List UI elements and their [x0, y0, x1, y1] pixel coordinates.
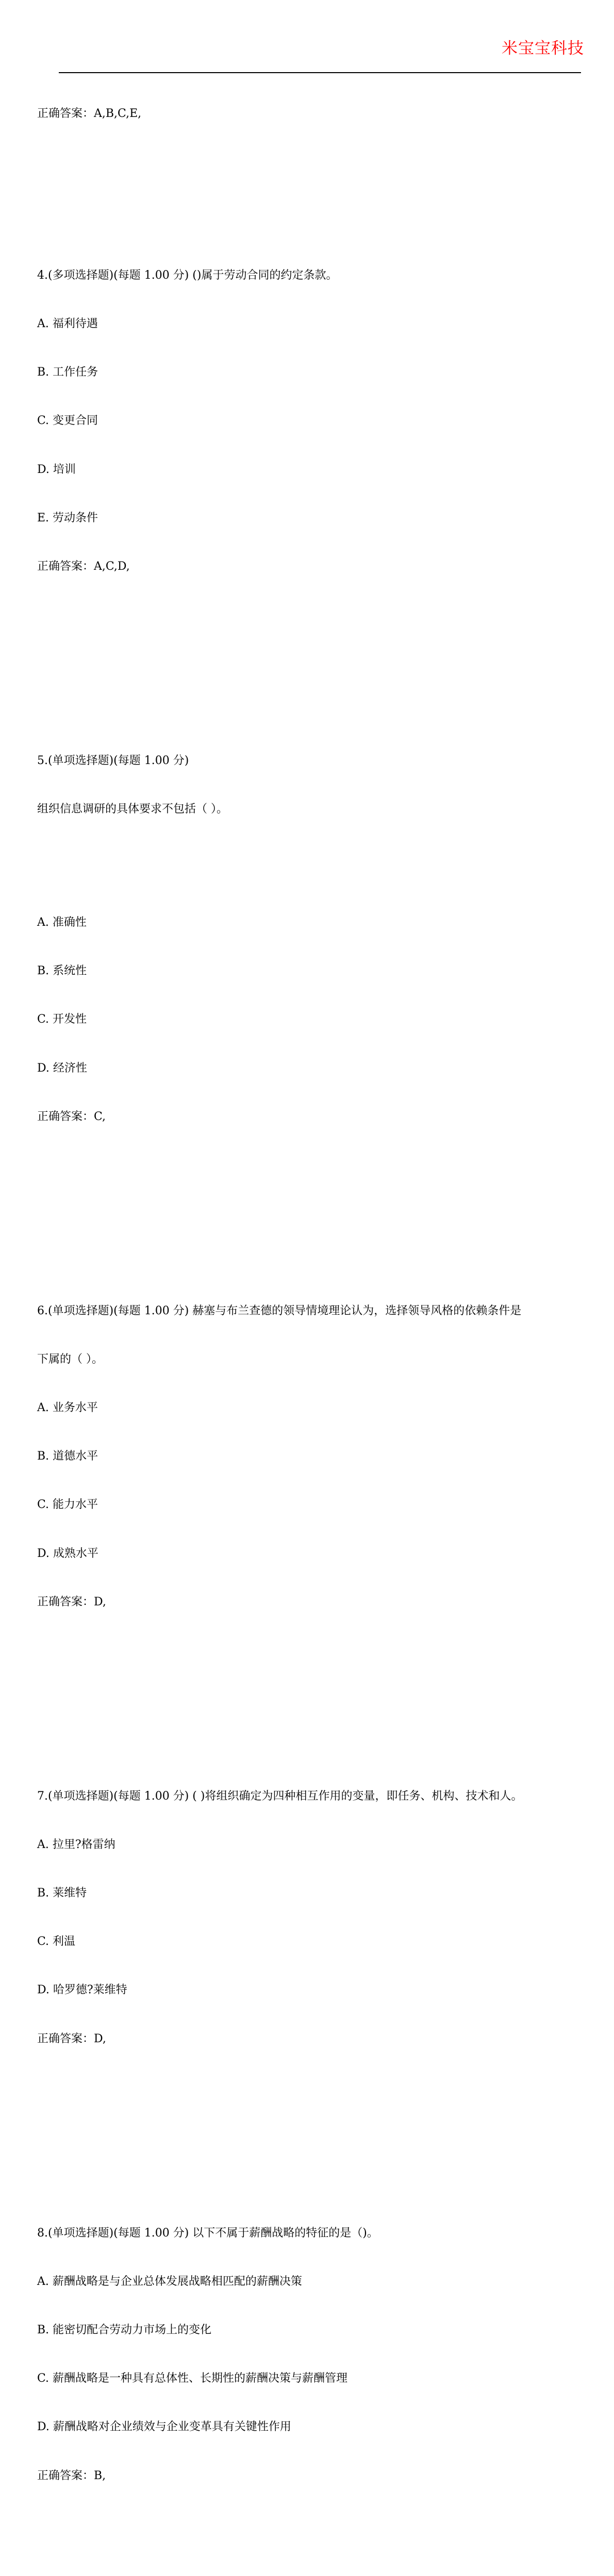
option-a: A. 准确性 [37, 916, 87, 929]
spacer [37, 850, 584, 882]
question-stem: 8.(单项选择题)(每题 1.00 分) 以下不属于薪酬战略的特征的是（)。 [37, 2226, 378, 2240]
brand-logo-text: 米宝宝科技 [502, 39, 584, 58]
option-d: D. 哈罗德?莱维特 [37, 1984, 127, 1997]
option-b: B. 道德水平 [37, 1450, 98, 1463]
question-block [37, 1756, 584, 2079]
option-a: A. 业务水平 [37, 1401, 98, 1414]
option-c: C. 薪酬战略是一种具有总体性、长期性的薪酬决策与薪酬管理 [37, 2372, 348, 2385]
spacer [37, 1675, 584, 1691]
spacer [37, 2112, 584, 2128]
spacer [37, 154, 584, 170]
spacer [37, 1190, 584, 1206]
answer-line: 正确答案：D, [37, 2032, 106, 2045]
question-block [37, 2193, 584, 2516]
option-d: D. 成熟水平 [37, 1547, 98, 1560]
option-b: B. 莱维特 [37, 1887, 87, 1900]
option-d: D. 经济性 [37, 1061, 87, 1075]
question-stem-continued: 组织信息调研的具体要求不包括（ ）。 [37, 803, 228, 816]
question-stem: 5.(单项选择题)(每题 1.00 分) [37, 754, 189, 767]
answer-line: 正确答案：B, [37, 2469, 106, 2482]
option-d: D. 薪酬战略对企业绩效与企业变革具有关键性作用 [37, 2420, 291, 2434]
question-block [37, 1270, 584, 1642]
question-stem-continued: 下属的（ ）。 [37, 1352, 103, 1366]
option-a: A. 拉里?格雷纳 [37, 1838, 115, 1851]
question-stem: 7.(单项选择题)(每题 1.00 分) ( )将组织确定为四种相互作用的变量，即任务、机构、技术和人。 [37, 1789, 523, 1803]
spacer [37, 2549, 584, 2565]
question-block [37, 235, 584, 607]
answer-line: 正确答案：C, [37, 1110, 106, 1123]
option-a: A. 薪酬战略是与企业总体发展战略相匹配的薪酬决策 [37, 2275, 302, 2288]
option-c: C. 利温 [37, 1935, 76, 1948]
option-c: C. 开发性 [37, 1013, 87, 1026]
answer-line: 正确答案：D, [37, 1595, 106, 1608]
option-d: D. 培训 [37, 463, 76, 476]
answer-line: 正确答案：A,C,D, [37, 560, 130, 573]
option-b: B. 系统性 [37, 964, 87, 978]
option-c: C. 能力水平 [37, 1498, 98, 1512]
option-b: B. 能密切配合劳动力市场上的变化 [37, 2323, 212, 2336]
answer-line: 正确答案：A,B,C,E, [37, 107, 142, 120]
question-stem: 6.(单项选择题)(每题 1.00 分) 赫塞与布兰查德的领导情境理论认为，选择领导风格的依赖条件是 [37, 1304, 522, 1317]
option-e: E. 劳动条件 [37, 511, 98, 524]
question-stem: 4.(多项选择题)(每题 1.00 分) ()属于劳动合同的约定条款。 [37, 268, 338, 282]
spacer [37, 639, 584, 655]
question-block [37, 720, 584, 1157]
option-b: B. 工作任务 [37, 366, 98, 379]
option-a: A. 福利待遇 [37, 317, 98, 331]
document-body [37, 73, 584, 2576]
option-c: C. 变更合同 [37, 414, 98, 428]
